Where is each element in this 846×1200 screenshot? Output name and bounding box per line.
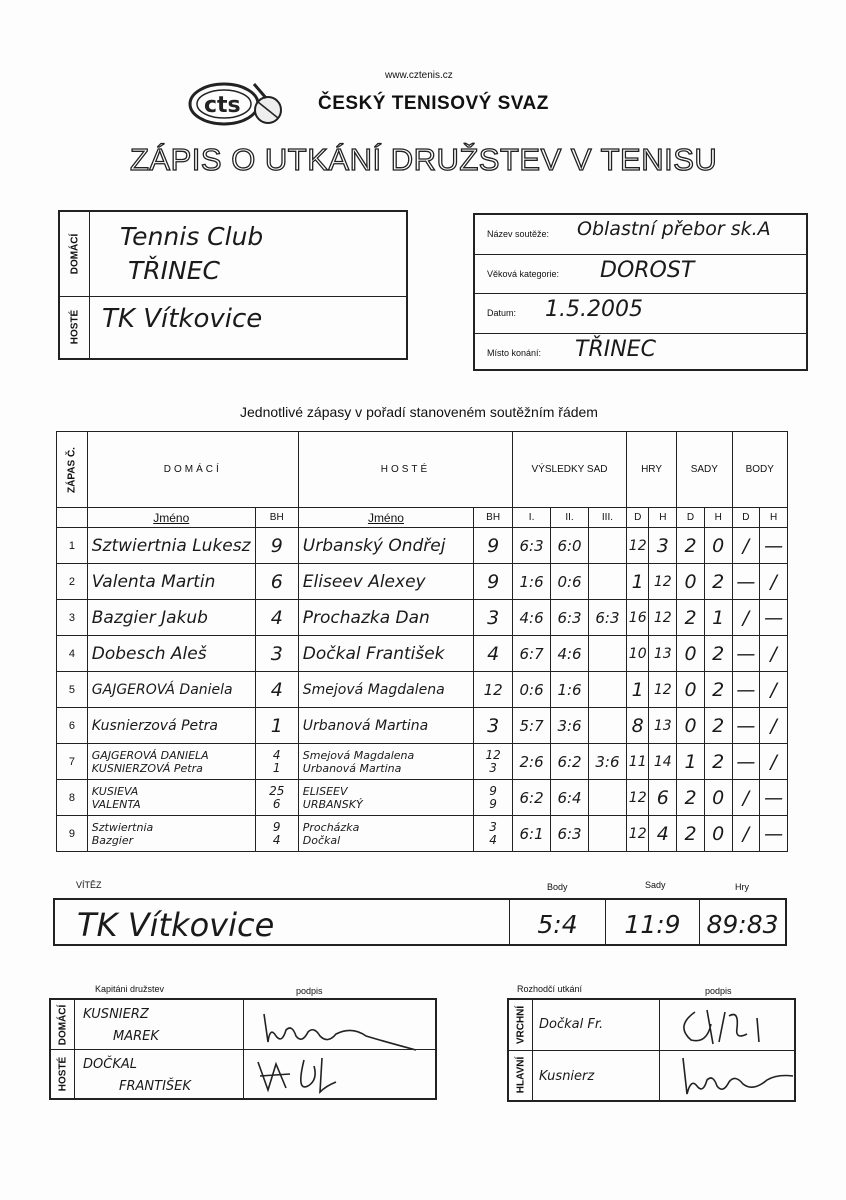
points-h-header: H <box>760 508 788 528</box>
games-guest: 3 <box>649 528 677 564</box>
games-guest: 13 <box>649 636 677 672</box>
points-home: — <box>732 744 760 780</box>
captain-home-label: DOMÁCÍ <box>57 1004 68 1045</box>
guest-bh: 9 <box>474 564 513 600</box>
guest-header: HOSTÉ <box>298 432 512 508</box>
guest-player: Smejová Magdalena <box>298 672 473 708</box>
winner-games-cell <box>699 900 785 944</box>
games-home: 11 <box>626 744 649 780</box>
set3-score <box>588 816 626 852</box>
age-value: DOROST <box>600 257 695 283</box>
home-player: Valenta Martin <box>87 564 255 600</box>
guest-pair-bh: 9 9 <box>474 780 513 816</box>
winner-team: TK Vítkovice <box>77 906 275 944</box>
home-player: Kusnierzová Petra <box>87 708 255 744</box>
referee-chief-label-cell <box>509 1000 533 1050</box>
home-player: GAJGEROVÁ Daniela <box>87 672 255 708</box>
home-pair: GAJGEROVÁ DANIELA KUSNIERZOVÁ Petra <box>87 744 255 780</box>
winner-games-label: Hry <box>735 882 749 892</box>
set2-score: 3:6 <box>551 708 589 744</box>
points-home: / <box>732 816 760 852</box>
matches-subtitle: Jednotlivé zápasy v pořadí stanoveném soutěžním řádem <box>240 404 598 420</box>
set2-score: 6:3 <box>551 816 589 852</box>
set1-score: 4:6 <box>513 600 551 636</box>
games-home: 12 <box>626 780 649 816</box>
home-bh: 6 <box>255 564 298 600</box>
sets-home: 2 <box>677 600 705 636</box>
table-row <box>57 744 788 780</box>
set1-score: 6:3 <box>513 528 551 564</box>
guest-bh-header: BH <box>474 508 513 528</box>
match-number: 8 <box>57 780 88 816</box>
sets-guest: 0 <box>704 528 732 564</box>
points-guest: — <box>760 780 788 816</box>
captain-guest-label: HOSTÉ <box>57 1056 68 1091</box>
home-pair: KUSIEVA VALENTA <box>87 780 255 816</box>
games-home: 10 <box>626 636 649 672</box>
competition-label: Název soutěže: <box>487 229 550 239</box>
sets-home: 2 <box>677 528 705 564</box>
document-title: ZÁPIS O UTKÁNÍ DRUŽSTEV V TENISU <box>130 142 718 177</box>
match-number: 3 <box>57 600 88 636</box>
guest-label: HOSTÉ <box>69 309 80 345</box>
points-guest: / <box>760 636 788 672</box>
sets-home: 1 <box>677 744 705 780</box>
home-pair-bh: 25 6 <box>255 780 298 816</box>
games-header: HRY <box>626 432 676 508</box>
set1-header: I. <box>513 508 551 528</box>
referee-main-signature-icon <box>677 1054 795 1100</box>
home-label-cell <box>60 212 90 296</box>
guest-pair: Procházka Dočkal <box>298 816 473 852</box>
guest-pair-bh: 3 4 <box>474 816 513 852</box>
set1-score: 6:7 <box>513 636 551 672</box>
sets-home: 0 <box>677 636 705 672</box>
points-home: — <box>732 708 760 744</box>
captain-guest-label-cell <box>51 1049 75 1098</box>
age-row <box>475 255 806 295</box>
match-number: 6 <box>57 708 88 744</box>
captains-title: Kapitáni družstev <box>95 984 165 994</box>
games-home: 16 <box>626 600 649 636</box>
match-number: 7 <box>57 744 88 780</box>
match-number: 4 <box>57 636 88 672</box>
home-name-header: Jméno <box>87 508 255 528</box>
organization-name: ČESKÝ TENISOVÝ SVAZ <box>318 93 549 114</box>
home-label: DOMÁCÍ <box>69 233 80 275</box>
set2-score: 6:2 <box>551 744 589 780</box>
points-header: BODY <box>732 432 787 508</box>
home-player: Bazgier Jakub <box>87 600 255 636</box>
captain-guest-signature-icon <box>246 1052 366 1098</box>
matches-table <box>56 431 788 852</box>
guest-label-cell <box>60 296 90 358</box>
points-home: — <box>732 636 760 672</box>
set3-score <box>588 780 626 816</box>
table-row <box>57 816 788 852</box>
captain-home-name: KUSNIERZ MAREK <box>83 1007 159 1044</box>
set2-score: 6:3 <box>551 600 589 636</box>
home-bh-header: BH <box>255 508 298 528</box>
points-guest: / <box>760 672 788 708</box>
winner-label: VÍTĚZ <box>76 880 102 890</box>
sets-guest: 2 <box>704 564 732 600</box>
cts-logo-icon <box>184 74 294 134</box>
results-header: VÝSLEDKY SAD <box>513 432 627 508</box>
website-url: www.cztenis.cz <box>385 70 453 81</box>
referees-title: Rozhodčí utkání <box>517 984 583 994</box>
competition-info-box <box>473 213 808 371</box>
winner-sets: 11:9 <box>624 910 681 939</box>
place-value: TŘINEC <box>575 336 656 362</box>
match-number: 5 <box>57 672 88 708</box>
sets-guest: 2 <box>704 744 732 780</box>
set3-score: 6:3 <box>588 600 626 636</box>
captain-home-label-cell <box>51 1000 75 1049</box>
set3-score <box>588 528 626 564</box>
set1-score: 2:6 <box>513 744 551 780</box>
referee-chief-label: VRCHNÍ <box>515 1005 526 1045</box>
guest-player: Urbanský Ondřej <box>298 528 473 564</box>
guest-team-name: TK Vítkovice <box>102 304 263 334</box>
home-bh: 1 <box>255 708 298 744</box>
winner-points-cell <box>509 900 605 944</box>
table-row <box>57 564 788 600</box>
age-label: Věková kategorie: <box>487 268 560 279</box>
referees-sign-label: podpis <box>705 986 732 996</box>
sets-guest: 2 <box>704 636 732 672</box>
home-bh: 9 <box>255 528 298 564</box>
set2-header: II. <box>551 508 589 528</box>
match-number: 2 <box>57 564 88 600</box>
points-home: / <box>732 600 760 636</box>
guest-player: Urbanová Martina <box>298 708 473 744</box>
referees-column-divider <box>659 1000 660 1100</box>
table-row <box>57 600 788 636</box>
games-d-header: D <box>626 508 649 528</box>
sets-d-header: D <box>677 508 705 528</box>
points-home: / <box>732 528 760 564</box>
home-pair: Sztwiertnia Bazgier <box>87 816 255 852</box>
winner-sets-label: Sady <box>645 880 666 890</box>
referee-main-name: Kusnierz <box>539 1069 595 1084</box>
guest-player: Prochazka Dan <box>298 600 473 636</box>
home-bh: 4 <box>255 672 298 708</box>
guest-pair: Smejová Magdalena Urbanová Martina <box>298 744 473 780</box>
home-player: Dobesch Aleš <box>87 636 255 672</box>
set3-score <box>588 564 626 600</box>
home-pair-bh: 4 1 <box>255 744 298 780</box>
captain-guest-name: DOČKAL FRANTIŠEK <box>83 1057 191 1094</box>
guest-pair-bh: 12 3 <box>474 744 513 780</box>
sets-home: 0 <box>677 564 705 600</box>
set3-score <box>588 672 626 708</box>
captains-sign-label: podpis <box>296 986 323 996</box>
table-subheader-row <box>57 508 788 528</box>
winner-sets-cell <box>605 900 699 944</box>
sets-guest: 0 <box>704 816 732 852</box>
guest-bh: 12 <box>474 672 513 708</box>
points-guest: / <box>760 564 788 600</box>
captains-column-divider <box>243 1000 244 1098</box>
set2-score: 0:6 <box>551 564 589 600</box>
set3-score <box>588 636 626 672</box>
set3-score <box>588 708 626 744</box>
sets-home: 2 <box>677 780 705 816</box>
sets-guest: 1 <box>704 600 732 636</box>
set1-score: 5:7 <box>513 708 551 744</box>
sets-home: 0 <box>677 672 705 708</box>
date-value: 1.5.2005 <box>545 297 643 322</box>
guest-name-header: Jméno <box>298 508 473 528</box>
sets-guest: 0 <box>704 780 732 816</box>
referee-main-label-cell <box>509 1050 533 1100</box>
table-row <box>57 780 788 816</box>
place-label: Místo konání: <box>487 347 542 358</box>
competition-row <box>475 215 806 255</box>
points-guest: / <box>760 708 788 744</box>
winner-games: 89:83 <box>706 910 779 939</box>
winner-points-label: Body <box>547 882 568 892</box>
sets-home: 0 <box>677 708 705 744</box>
set1-score: 6:2 <box>513 780 551 816</box>
games-guest: 14 <box>649 744 677 780</box>
referee-main-label: HLAVNÍ <box>515 1056 526 1094</box>
home-header: DOMÁCÍ <box>87 432 298 508</box>
points-guest: — <box>760 528 788 564</box>
games-guest: 6 <box>649 780 677 816</box>
home-team-line1: Tennis Club <box>120 222 264 251</box>
table-row <box>57 708 788 744</box>
sets-home: 2 <box>677 816 705 852</box>
date-label: Datum: <box>487 308 517 318</box>
home-pair-bh: 9 4 <box>255 816 298 852</box>
captains-box <box>49 998 437 1100</box>
guest-bh: 3 <box>474 600 513 636</box>
guest-bh: 4 <box>474 636 513 672</box>
points-guest: — <box>760 600 788 636</box>
points-home: — <box>732 564 760 600</box>
points-guest: / <box>760 744 788 780</box>
winner-points: 5:4 <box>537 910 578 939</box>
sets-h-header: H <box>704 508 732 528</box>
set1-score: 1:6 <box>513 564 551 600</box>
set2-score: 6:4 <box>551 780 589 816</box>
table-header-row <box>57 432 788 508</box>
captain-home-signature-icon <box>256 1006 436 1052</box>
guest-player: Eliseev Alexey <box>298 564 473 600</box>
place-row <box>475 334 806 374</box>
competition-value: Oblastní přebor sk.A <box>577 218 771 240</box>
match-number: 1 <box>57 528 88 564</box>
home-player: Sztwiertnia Lukesz <box>87 528 255 564</box>
subheader-empty <box>57 508 88 528</box>
games-home: 1 <box>626 672 649 708</box>
games-guest: 13 <box>649 708 677 744</box>
games-guest: 12 <box>649 564 677 600</box>
referee-chief-signature-icon <box>667 1004 787 1048</box>
set2-score: 4:6 <box>551 636 589 672</box>
guest-player: Dočkal František <box>298 636 473 672</box>
table-row <box>57 636 788 672</box>
games-guest: 4 <box>649 816 677 852</box>
games-guest: 12 <box>649 600 677 636</box>
sets-guest: 2 <box>704 708 732 744</box>
table-row <box>57 672 788 708</box>
set1-score: 6:1 <box>513 816 551 852</box>
set2-score: 1:6 <box>551 672 589 708</box>
home-bh: 4 <box>255 600 298 636</box>
referees-box <box>507 998 796 1102</box>
date-row <box>475 294 806 334</box>
points-guest: — <box>760 816 788 852</box>
home-bh: 3 <box>255 636 298 672</box>
games-home: 12 <box>626 816 649 852</box>
set2-score: 6:0 <box>551 528 589 564</box>
set3-header: III. <box>588 508 626 528</box>
guest-bh: 3 <box>474 708 513 744</box>
match-number: 9 <box>57 816 88 852</box>
points-home: / <box>732 780 760 816</box>
points-d-header: D <box>732 508 760 528</box>
teams-divider <box>60 296 406 297</box>
sets-guest: 2 <box>704 672 732 708</box>
referee-chief-name: Dočkal Fr. <box>539 1017 604 1032</box>
home-team-name <box>120 220 400 288</box>
sets-header: SADY <box>677 432 732 508</box>
table-row <box>57 528 788 564</box>
home-team-line2: TŘINEC <box>128 256 220 285</box>
teams-box <box>58 210 408 360</box>
games-home: 1 <box>626 564 649 600</box>
referees-divider <box>509 1050 794 1051</box>
guest-pair: ELISEEV URBANSKÝ <box>298 780 473 816</box>
games-home: 12 <box>626 528 649 564</box>
games-home: 8 <box>626 708 649 744</box>
svg-text:cts: cts <box>204 93 241 118</box>
match-no-header: ZÁPAS Č. <box>57 432 88 508</box>
games-guest: 12 <box>649 672 677 708</box>
guest-bh: 9 <box>474 528 513 564</box>
winner-box <box>53 898 787 946</box>
set1-score: 0:6 <box>513 672 551 708</box>
set3-score: 3:6 <box>588 744 626 780</box>
points-home: — <box>732 672 760 708</box>
games-h-header: H <box>649 508 677 528</box>
